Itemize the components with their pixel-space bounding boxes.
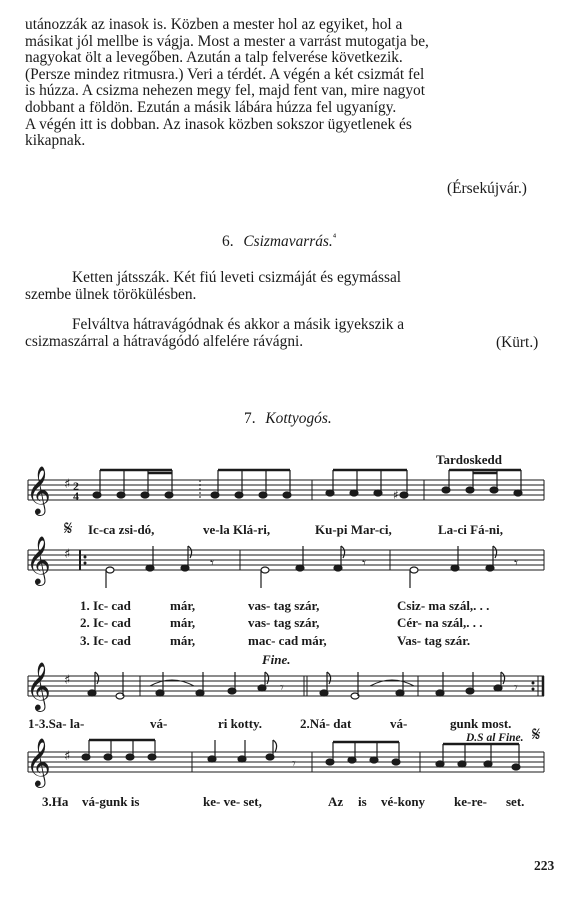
note-head [261, 567, 269, 573]
lyric: ri kotty. [218, 716, 263, 731]
lyric: vé-kony [381, 794, 426, 809]
treble-clef-icon: 𝄞 [26, 535, 51, 584]
rest-icon: 𝄾 [210, 554, 214, 572]
verse-1-part: Csiz- ma szál,. . . [397, 598, 490, 613]
text-line: Felváltva hátravágódnak és akkor a másik igyekszik a [72, 316, 405, 333]
tempo-marking: Tardoskedd [436, 452, 502, 467]
lyric: 1-3.Sa- la- [28, 716, 85, 731]
music-staff-1 [0, 460, 582, 520]
repeat-dot [532, 688, 535, 691]
time-signature-bottom: 4 [73, 489, 79, 503]
rest-icon: 𝄾 [514, 554, 518, 572]
section-title: Kottyogós. [265, 410, 332, 427]
place-label-kurt: (Kürt.) [496, 334, 539, 351]
treble-clef-icon: 𝄞 [26, 661, 51, 710]
ds-al-fine-label: D.S al Fine. [466, 732, 524, 744]
sharp-accidental-icon: ♯ [393, 488, 399, 502]
sharp-key-signature-icon: ♯ [64, 749, 71, 764]
note-head [410, 567, 418, 573]
footnote-mark: ⁴ [332, 232, 337, 243]
lyric: Az [328, 794, 344, 809]
place-label-ersekujvar: (Érsekújvár.) [447, 180, 527, 197]
lyric: ve-la Klá-ri, [203, 522, 271, 537]
lyric: vá-gunk is [82, 794, 140, 809]
verse-3-part: már, [170, 633, 196, 648]
verse-2-part: már, [170, 615, 196, 630]
page-number: 223 [534, 858, 555, 873]
sharp-key-signature-icon: ♯ [64, 547, 71, 562]
section-6-heading [222, 232, 336, 251]
verse-3-part: mac- cad már, [248, 633, 327, 648]
lyric: 3.Ha [42, 794, 69, 809]
repeat-dot [84, 556, 87, 559]
rest-icon: 𝄾 [292, 756, 296, 772]
text-line: másikat jól mellbe is vágja. Most a mester a varrást mutogatja be, [25, 32, 429, 50]
rest-icon: 𝄾 [362, 554, 366, 572]
verse-3-part: Vas- tag szár. [397, 633, 471, 648]
lyric: Ku-pi Mar-ci, [315, 522, 392, 537]
intro-paragraph [25, 17, 555, 150]
lyric: ke- ve- set, [203, 794, 262, 809]
lyric: is [358, 794, 367, 809]
text-line: (Persze mindez ritmusra.) Veri a térdét. A végén a két csizmát fel [25, 65, 425, 83]
segno-icon: 𝄋 [64, 516, 73, 540]
sharp-key-signature-icon: ♯ [64, 673, 71, 688]
text-line: dobbant a földön. Ezután a másik lábára húzza fel ugyanígy. [25, 98, 397, 116]
rest-icon: 𝄾 [280, 680, 284, 696]
time-signature-top: 2 [73, 479, 79, 493]
note-head [106, 567, 114, 573]
rest-icon: 𝄾 [514, 680, 518, 696]
verse-2-part: 2. Ic- cad [80, 615, 131, 630]
verse-3-part: 3. Ic- cad [80, 633, 131, 648]
text-line: Ketten játsszák. Két fiú leveti csizmáját és egymással [72, 269, 402, 286]
music-staff-2 [0, 528, 582, 590]
lyric: gunk most. [450, 716, 512, 731]
verse-2-part: vas- tag szár, [248, 615, 320, 630]
music-staff-4 [0, 736, 582, 792]
section-title: Csizmavarrás. [243, 233, 333, 251]
verse-1-part: 1. Ic- cad [80, 598, 131, 613]
section-7-heading [244, 410, 332, 428]
lyric: Ic-ca zsi-dó, [88, 522, 155, 537]
verse-1-part: már, [170, 598, 196, 613]
section-6-paragraph-2 [25, 317, 555, 350]
treble-clef-icon: 𝄞 [26, 737, 51, 786]
repeat-dot [532, 682, 535, 685]
text-line: szembe ülnek törökülésben. [25, 285, 197, 303]
verse-2-part: Cér- na szál,. . . [397, 615, 483, 630]
lyric: La-ci Fá-ni, [438, 522, 503, 537]
lyric: vá- [390, 716, 408, 731]
section-6-paragraph-1 [25, 270, 555, 303]
text-line: csizmaszárral a hátravágódó alfelére rávágni. [25, 332, 304, 350]
text-line: A végén itt is dobban. Az inasok közben sokszor ügyetlenek és [25, 115, 412, 133]
repeat-dot [84, 562, 87, 565]
text-line: is húzza. A csizma nehezen megy fel, majd fent van, mire nagyot [25, 82, 426, 100]
music-staff-3 [0, 660, 582, 716]
treble-clef-icon: 𝄞 [26, 465, 51, 514]
lyric: set. [506, 794, 525, 809]
fine-label: Fine. [262, 652, 291, 667]
sharp-key-signature-icon: ♯ [64, 477, 71, 492]
lyric: ke-re- [454, 794, 487, 809]
segno-icon: 𝄋 [532, 722, 541, 746]
text-line: utánozzák az inasok is. Közben a mester hol az egyiket, hol a [25, 16, 403, 33]
lyric: 2.Ná- dat [300, 716, 352, 731]
text-line: nagyokat ölt a levegőben. Azután a talp felverése következik. [25, 49, 403, 67]
section-number: 7. [244, 410, 256, 427]
section-number: 6. [222, 233, 234, 251]
verse-1-part: vas- tag szár, [248, 598, 320, 613]
lyric: vá- [150, 716, 168, 731]
text-line: kikapnak. [25, 132, 86, 150]
